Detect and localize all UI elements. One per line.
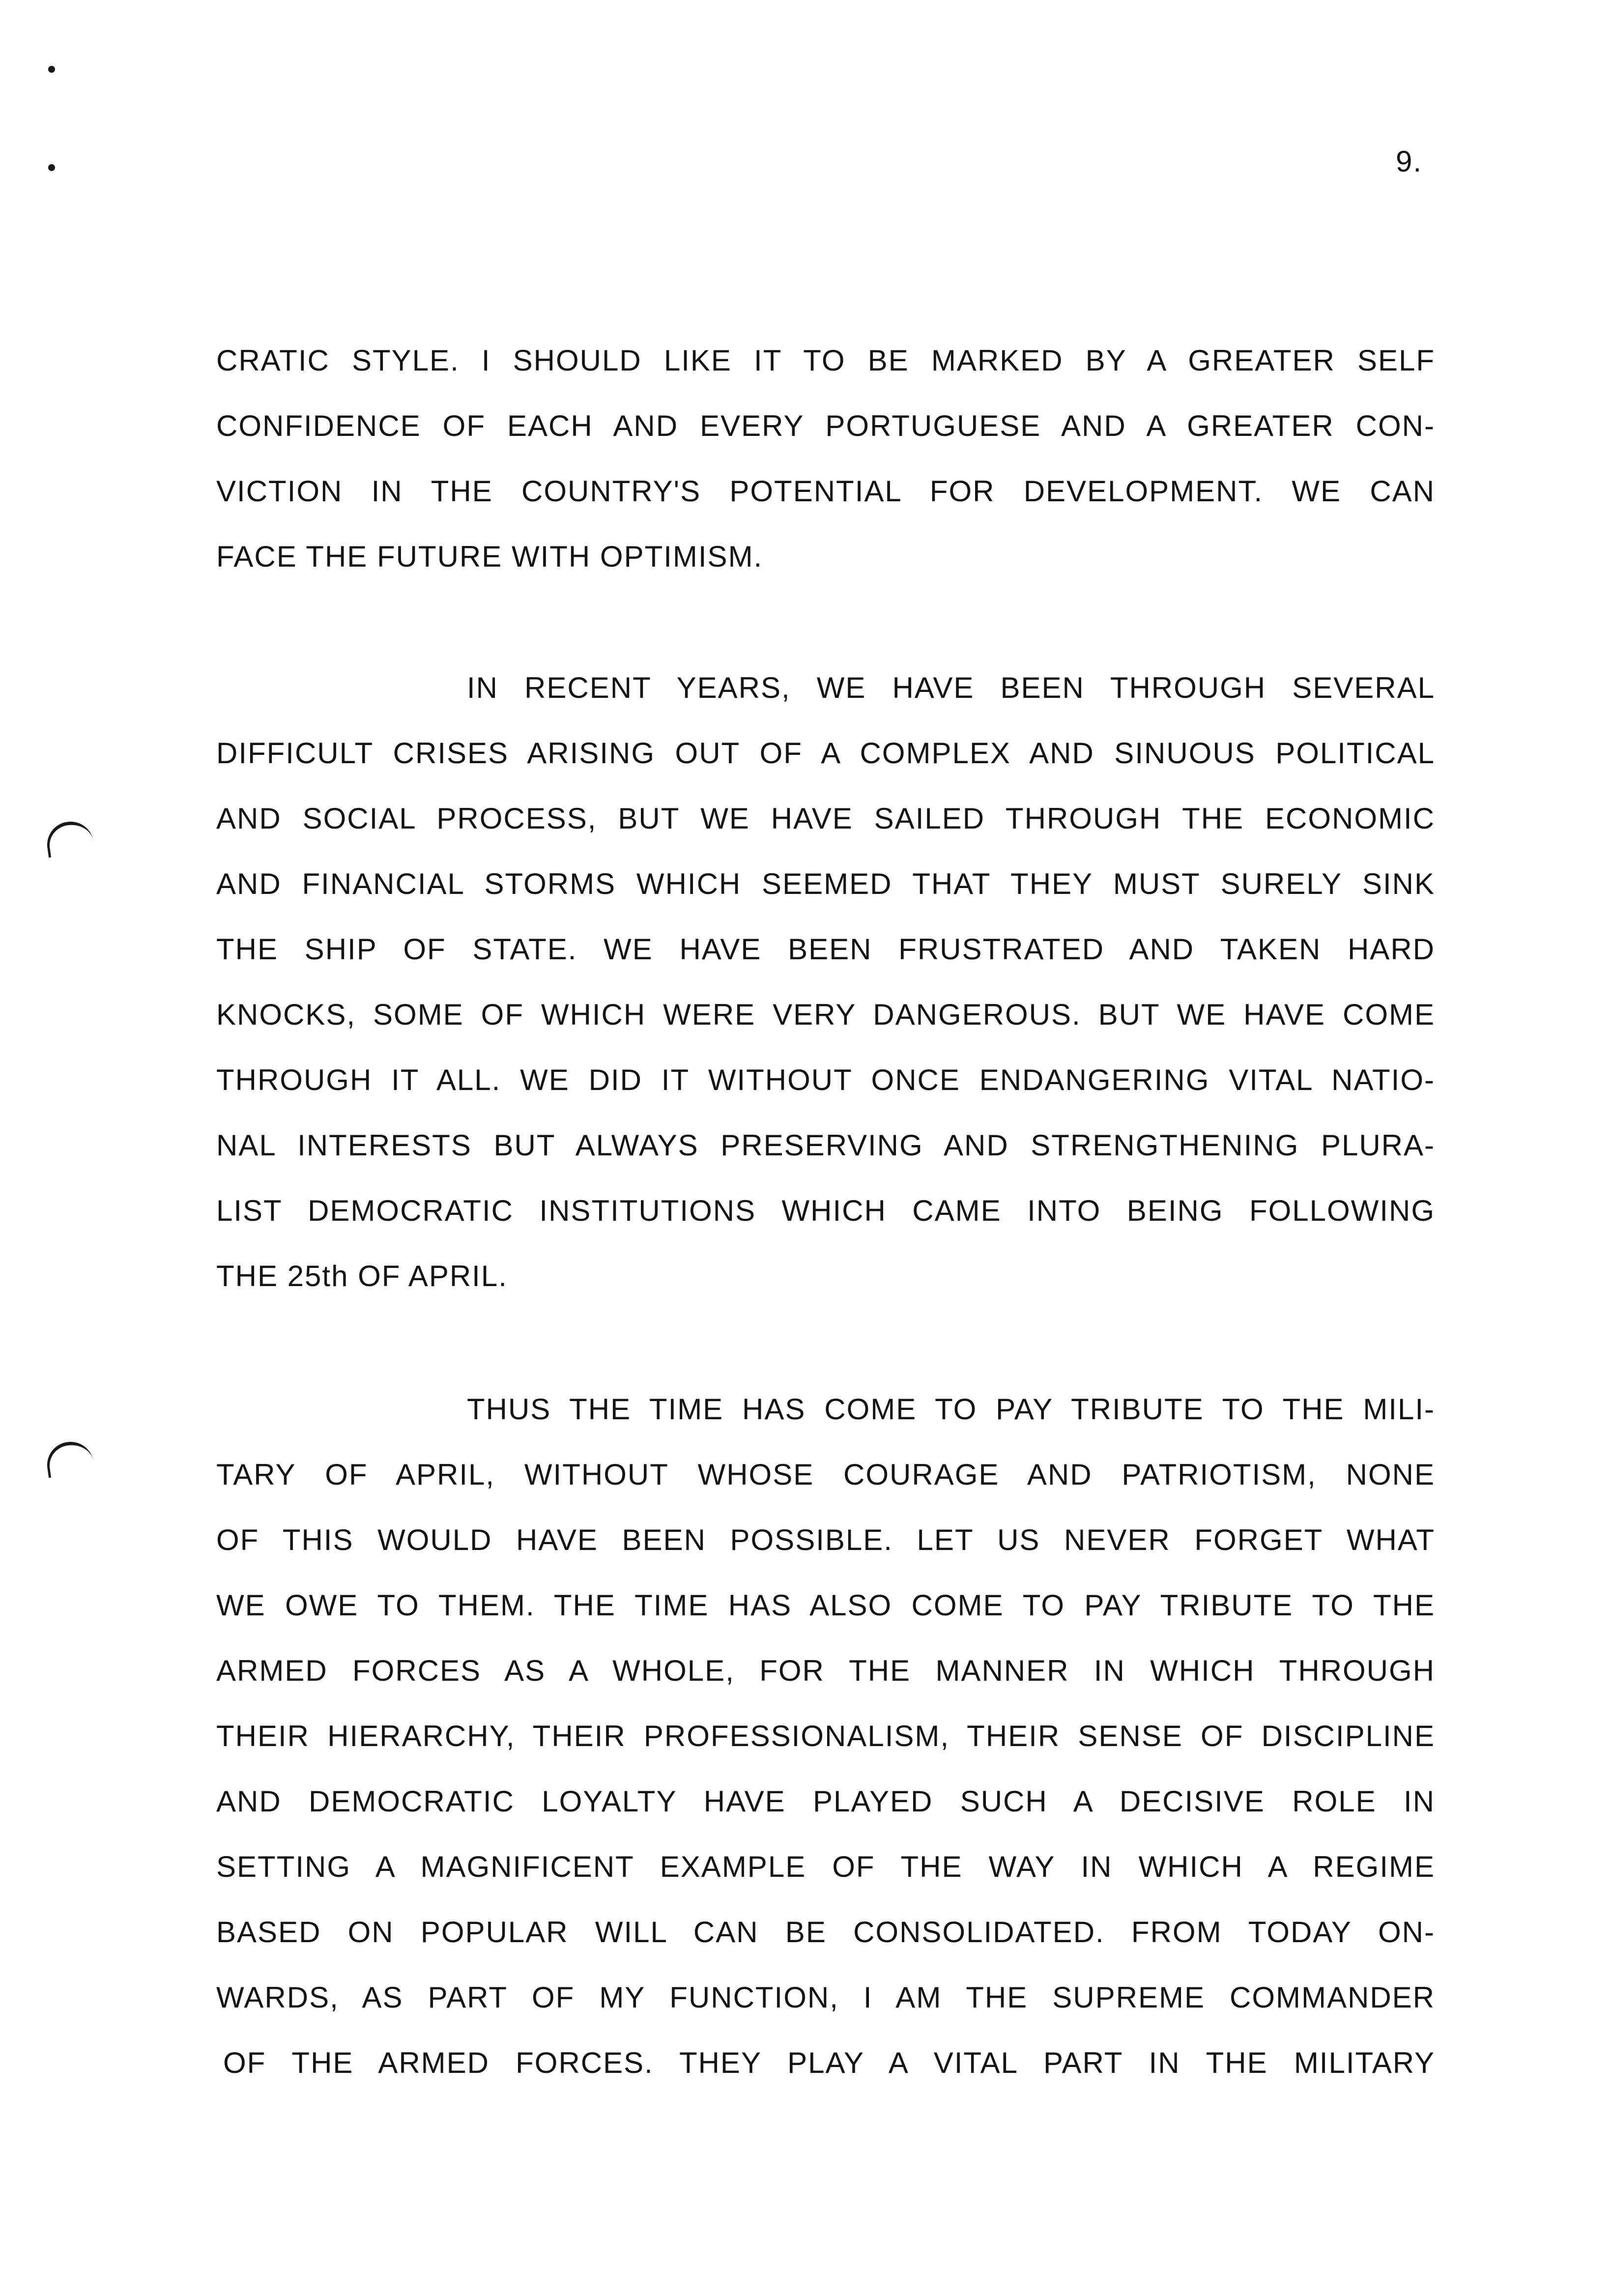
- text-line: WARDS, AS PART OF MY FUNCTION, I AM THE SUPREME COMMANDER: [216, 1981, 1435, 2014]
- text-line: AND SOCIAL PROCESS, BUT WE HAVE SAILED THROUGH THE ECONOMIC: [216, 802, 1435, 835]
- text-line: THEIR HIERARCHY, THEIR PROFESSIONALISM, THEIR SENSE OF DISCIPLINE: [216, 1720, 1435, 1752]
- page-number: 9.: [1396, 145, 1423, 178]
- punch-dot-mark: [48, 164, 55, 171]
- text-line: WE OWE TO THEM. THE TIME HAS ALSO COME TO PAY TRIBUTE TO THE: [216, 1589, 1435, 1622]
- text-line: FACE THE FUTURE WITH OPTIMISM.: [216, 540, 763, 573]
- text-line: VICTION IN THE COUNTRY'S POTENTIAL FOR DEVELOPMENT. WE CAN: [216, 475, 1435, 508]
- text-line: AND FINANCIAL STORMS WHICH SEEMED THAT THEY MUST SURELY SINK: [216, 867, 1435, 900]
- paragraph: [216, 655, 1435, 1309]
- paragraph: [216, 328, 1435, 589]
- text-line: AND DEMOCRATIC LOYALTY HAVE PLAYED SUCH A DECISIVE ROLE IN: [216, 1785, 1435, 1818]
- text-line: LIST DEMOCRATIC INSTITUTIONS WHICH CAME INTO BEING FOLLOWING: [216, 1194, 1435, 1227]
- text-line: TARY OF APRIL, WITHOUT WHOSE COURAGE AND PATRIOTISM, NONE: [216, 1458, 1435, 1491]
- text-line: THE 25th OF APRIL.: [216, 1260, 508, 1292]
- text-line: NAL INTERESTS BUT ALWAYS PRESERVING AND STRENGTHENING PLURA-: [216, 1129, 1435, 1162]
- punch-dot-mark: [48, 66, 55, 73]
- text-line: SETTING A MAGNIFICENT EXAMPLE OF THE WAY IN WHICH A REGIME: [216, 1850, 1435, 1883]
- punch-hole-mark: [44, 1439, 95, 1478]
- text-line: THUS THE TIME HAS COME TO PAY TRIBUTE TO THE MILI-: [467, 1393, 1435, 1426]
- text-line: KNOCKS, SOME OF WHICH WERE VERY DANGEROUS. BUT WE HAVE COME: [216, 998, 1435, 1031]
- punch-hole-mark: [44, 819, 95, 858]
- paragraph: [216, 1377, 1435, 2095]
- text-line: THROUGH IT ALL. WE DID IT WITHOUT ONCE ENDANGERING VITAL NATIO-: [216, 1063, 1435, 1096]
- text-line: ARMED FORCES AS A WHOLE, FOR THE MANNER IN WHICH THROUGH: [216, 1654, 1435, 1687]
- text-line: OF THIS WOULD HAVE BEEN POSSIBLE. LET US NEVER FORGET WHAT: [216, 1523, 1435, 1556]
- text-line: CRATIC STYLE. I SHOULD LIKE IT TO BE MARKED BY A GREATER SELF: [216, 344, 1435, 377]
- text-line: OF THE ARMED FORCES. THEY PLAY A VITAL PART IN THE MILITARY: [223, 2046, 1435, 2079]
- text-line: BASED ON POPULAR WILL CAN BE CONSOLIDATED. FROM TODAY ON-: [216, 1916, 1435, 1949]
- text-line: IN RECENT YEARS, WE HAVE BEEN THROUGH SEVERAL: [467, 671, 1435, 704]
- text-line: CONFIDENCE OF EACH AND EVERY PORTUGUESE AND A GREATER CON-: [216, 409, 1435, 442]
- text-line: THE SHIP OF STATE. WE HAVE BEEN FRUSTRATED AND TAKEN HARD: [216, 933, 1435, 966]
- text-line: DIFFICULT CRISES ARISING OUT OF A COMPLEX AND SINUOUS POLITICAL: [216, 737, 1435, 770]
